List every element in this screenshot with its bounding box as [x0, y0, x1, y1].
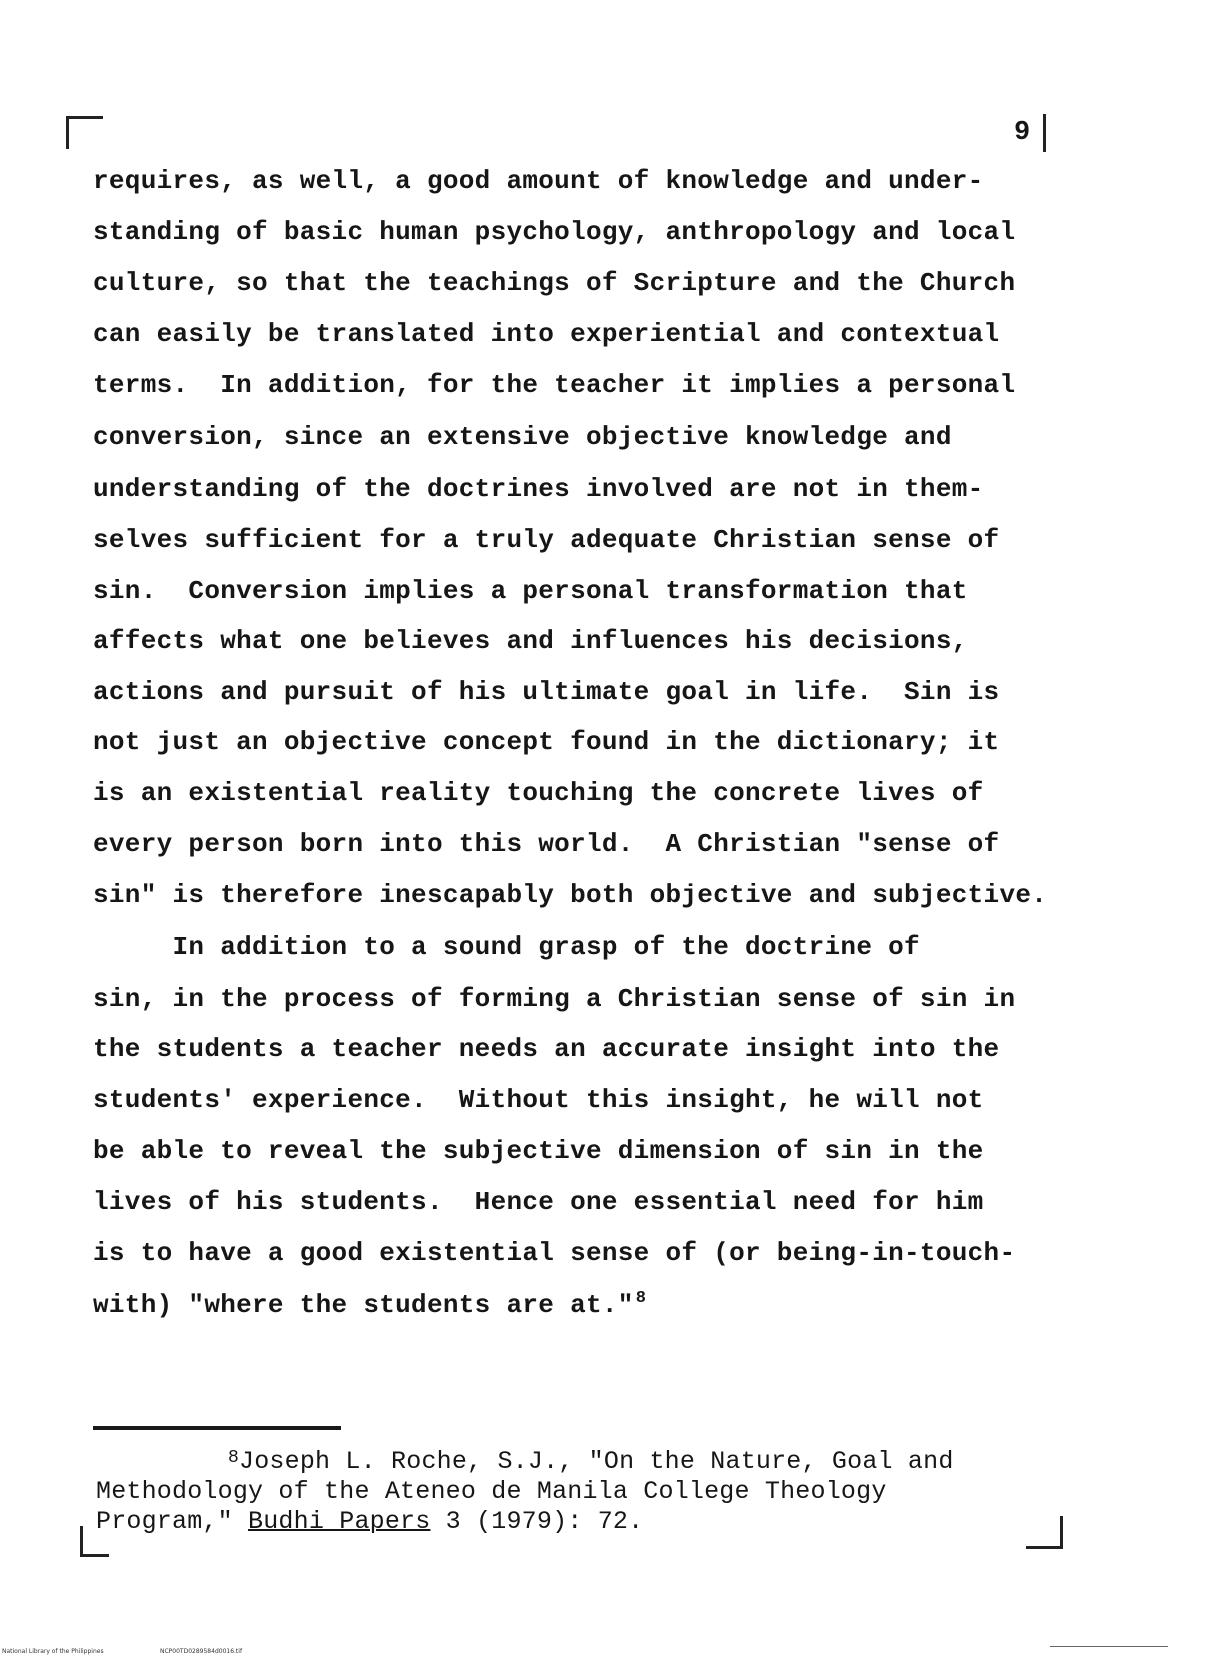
body-line: actions and pursuit of his ultimate goal in life. Sin is	[93, 677, 1000, 707]
body-line: the students a teacher needs an accurate insight into the	[93, 1034, 1000, 1064]
body-line: lives of his students. Hence one essential need for him	[93, 1187, 984, 1217]
footnote-line-3	[96, 1508, 643, 1536]
body-line: sin. Conversion implies a personal transformation that	[93, 576, 968, 606]
body-line: culture, so that the teachings of Scripture and the Church	[93, 268, 1016, 298]
body-line-last	[93, 1290, 646, 1320]
body-line: selves sufficient for a truly adequate Christian sense of	[93, 525, 1000, 555]
archive-label: National Library of the Philippines	[2, 1648, 104, 1655]
body-line: standing of basic human psychology, anthropology and local	[93, 217, 1016, 247]
footnote-journal-title: Budhi Papers	[248, 1507, 431, 1536]
body-line: every person born into this world. A Christian "sense of	[93, 829, 1000, 859]
body-line: is to have a good existential sense of (or being-in-touch-	[93, 1238, 1016, 1268]
body-line: conversion, since an extensive objective knowledge and	[93, 422, 952, 452]
crop-mark-top-left	[66, 116, 103, 149]
body-line: is an existential reality touching the concrete lives of	[93, 778, 984, 808]
footnote-line-1	[228, 1448, 954, 1476]
footnote-text: Program,"	[96, 1507, 249, 1536]
footnote-rule	[93, 1426, 341, 1430]
footnote-text: Joseph L. Roche, S.J., "On the Nature, Goal and	[239, 1447, 954, 1476]
body-line: In addition to a sound grasp of the doctrine of	[93, 932, 920, 962]
scan-edge-line	[1050, 1646, 1168, 1647]
body-line: sin" is therefore inescapably both objective and subjective.	[93, 880, 1048, 910]
body-line: be able to reveal the subjective dimension of sin in the	[93, 1136, 984, 1166]
crop-mark-bottom-left	[80, 1526, 109, 1557]
body-line: sin, in the process of forming a Christian sense of sin in	[93, 984, 1016, 1014]
footnote-text: 3 (1979): 72.	[430, 1507, 644, 1536]
page-number-bracket	[1043, 114, 1046, 152]
body-line: requires, as well, a good amount of knowledge and under-	[93, 166, 984, 196]
archive-file-id: NCP00TD0289584d0016.tif	[160, 1648, 243, 1655]
body-line: students' experience. Without this insight, he will not	[93, 1085, 984, 1115]
footnote-marker: 8	[228, 1448, 240, 1468]
body-line: terms. In addition, for the teacher it implies a personal	[93, 370, 1016, 400]
body-line-text: with) "where the students are at."	[93, 1290, 634, 1320]
crop-mark-bottom-right	[1026, 1516, 1063, 1549]
body-line: not just an objective concept found in the dictionary; it	[93, 727, 1000, 757]
body-line: affects what one believes and influences his decisions,	[93, 626, 968, 656]
footnote-reference: 8	[635, 1289, 647, 1308]
body-line: understanding of the doctrines involved are not in them-	[93, 474, 984, 504]
page-number: 9	[1014, 118, 1031, 148]
body-line: can easily be translated into experiential and contextual	[93, 319, 1000, 349]
footnote-line-2: Methodology of the Ateneo de Manila College Theology	[96, 1477, 887, 1506]
